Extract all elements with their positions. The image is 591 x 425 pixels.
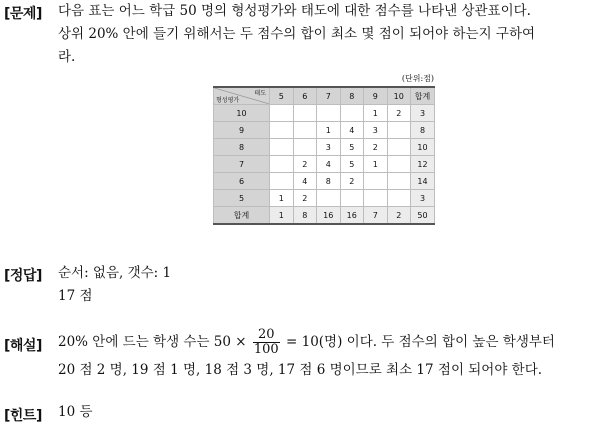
table-cell: 1	[270, 190, 294, 207]
column-header: 8	[340, 87, 364, 105]
table-cell	[340, 190, 364, 207]
table-cell: 5	[340, 139, 364, 156]
table-cell	[270, 139, 294, 156]
table-cell	[364, 190, 388, 207]
table-cell: 4	[317, 156, 341, 173]
table-cell	[270, 105, 294, 122]
column-header: 5	[270, 87, 294, 105]
row-total: 10	[411, 139, 435, 156]
table-cell	[387, 190, 411, 207]
row-total: 12	[411, 156, 435, 173]
corner-label-attitude: 태도	[254, 90, 266, 97]
table-cell: 1	[317, 122, 341, 139]
grand-total: 50	[411, 207, 435, 225]
fraction	[253, 328, 280, 357]
table-cell	[317, 190, 341, 207]
row-header: 8	[214, 139, 270, 156]
row-header: 6	[214, 173, 270, 190]
table-cell	[293, 139, 317, 156]
hint-tag: [힌트]	[4, 408, 42, 424]
answer-line-2: 17 점	[58, 288, 93, 304]
sum-row-header: 합계	[214, 207, 270, 225]
explanation-text	[58, 325, 555, 382]
sum-cell: 16	[340, 207, 364, 225]
column-header: 7	[317, 87, 341, 105]
row-header: 7	[214, 156, 270, 173]
row-header: 10	[214, 105, 270, 122]
corner-label-assessment: 형성평가	[216, 97, 240, 104]
table-cell	[340, 105, 364, 122]
table-row	[214, 105, 435, 122]
answer-tag: [정답]	[4, 268, 42, 284]
explanation-line-2: 20 점 2 명, 19 점 1 명, 18 점 3 명, 17 점 6 명이므로 최소 17 점이 되어야 한다.	[58, 362, 543, 378]
table-cell: 3	[364, 122, 388, 139]
table-row	[214, 139, 435, 156]
problem-line-1: 다음 표는 어느 학급 50 명의 형성평가와 태도에 대한 점수를 나타낸 상관표이다.	[58, 3, 531, 19]
table-row	[214, 156, 435, 173]
table-cell	[293, 122, 317, 139]
table-cell: 8	[317, 173, 341, 190]
table-cell: 4	[293, 173, 317, 190]
explanation-post: = 10(명) 이다. 두 점수의 합이 높은 학생부터	[286, 334, 555, 350]
table-cell	[317, 105, 341, 122]
table-cell: 3	[317, 139, 341, 156]
sum-cell: 16	[317, 207, 341, 225]
column-header: 10	[387, 87, 411, 105]
table-cell: 2	[340, 173, 364, 190]
table-cell	[270, 156, 294, 173]
table-row	[214, 173, 435, 190]
explanation-pre: 20% 안에 드는 학생 수는 50 ×	[58, 334, 247, 350]
problem-tag: [문제]	[4, 6, 42, 22]
table-unit: (단위:점)	[401, 74, 434, 83]
problem-line-2: 상위 20% 안에 들기 위해서는 두 점수의 합이 최소 몇 점이 되어야 하는지 구하여	[58, 26, 536, 42]
row-header: 5	[214, 190, 270, 207]
table-cell: 1	[364, 156, 388, 173]
sum-cell: 1	[270, 207, 294, 225]
table-cell	[387, 173, 411, 190]
fraction-denominator: 100	[253, 342, 279, 357]
table-cell: 2	[293, 190, 317, 207]
row-total: 14	[411, 173, 435, 190]
table-row	[214, 190, 435, 207]
sum-cell: 7	[364, 207, 388, 225]
sum-cell: 8	[293, 207, 317, 225]
table-cell	[387, 156, 411, 173]
table-sum-row	[214, 207, 435, 225]
table-cell: 2	[387, 105, 411, 122]
answer-text	[58, 262, 171, 308]
fraction-numerator: 20	[253, 328, 280, 343]
explanation-line-1	[58, 325, 555, 359]
table-cell: 1	[364, 105, 388, 122]
hint-text: 10 등	[58, 404, 93, 420]
table-cell	[387, 122, 411, 139]
table-cell: 2	[293, 156, 317, 173]
row-total: 3	[411, 105, 435, 122]
correlation-table	[213, 86, 435, 225]
table-cell	[270, 122, 294, 139]
explanation-tag: [해설]	[4, 338, 42, 354]
table-cell	[293, 105, 317, 122]
table-cell	[364, 173, 388, 190]
column-header: 9	[364, 87, 388, 105]
answer-line-1: 순서: 없음, 갯수: 1	[58, 265, 172, 281]
problem-text	[58, 0, 535, 69]
table-row	[214, 122, 435, 139]
table-cell	[387, 139, 411, 156]
table-cell: 4	[340, 122, 364, 139]
correlation-table-container	[213, 72, 435, 225]
sum-cell: 2	[387, 207, 411, 225]
table-cell	[270, 173, 294, 190]
table-cell: 5	[340, 156, 364, 173]
row-header: 9	[214, 122, 270, 139]
column-header-total: 합계	[411, 87, 435, 105]
table-corner-cell	[214, 87, 270, 105]
problem-line-3: 라.	[58, 49, 76, 65]
row-total: 3	[411, 190, 435, 207]
table-cell: 2	[364, 139, 388, 156]
table-header-row	[214, 87, 435, 105]
row-total: 8	[411, 122, 435, 139]
column-header: 6	[293, 87, 317, 105]
